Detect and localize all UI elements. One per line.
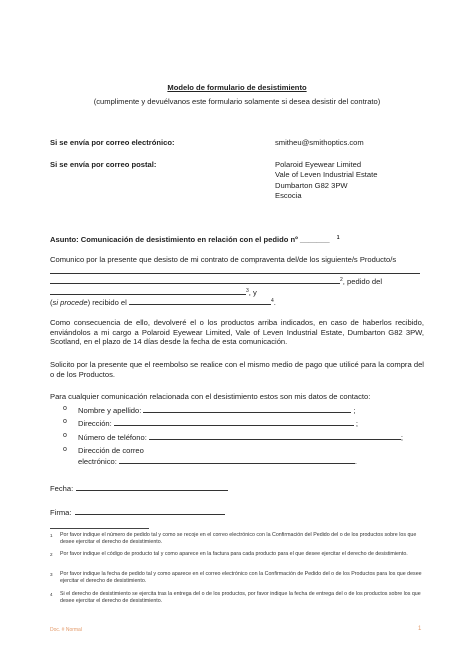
received-label: recibido el: [92, 298, 127, 307]
contact-phone-label: Número de teléfono:: [78, 433, 147, 442]
product-blank-line[interactable]: [50, 266, 420, 274]
footnote-3-text: Por favor indique la fecha de pedido tal y como aparece en el correo electrónico con la Confirmación de Pedido del o de los Productos para los que desee ejercitar el derecho de desistimiento.: [60, 571, 422, 584]
bullet-phone: o: [63, 432, 67, 439]
contact-email-label-1: Dirección de correo: [78, 446, 144, 455]
subject-footnote-ref: 1: [336, 235, 340, 241]
footnote-ref-3: 3: [246, 288, 249, 294]
footnote-4-text: Si el derecho de desistimiento se ejercita tras la entrega del o de los productos, por favor indique la fecha de entrega del o de los productos sobre los que desee ejercitar el derecho de desistimiento.: [60, 591, 421, 604]
paragraph-1-line-1-blank: [50, 266, 420, 277]
and-connector: , y: [248, 288, 257, 297]
contact-email-field[interactable]: [119, 456, 355, 464]
form-subtitle: (cumplimente y devuélvanos este formulario solamente si desea desistir del contrato): [93, 97, 381, 106]
order-date-blank-line[interactable]: [50, 287, 246, 295]
footnote-2-number: 2: [50, 552, 53, 557]
subject-line: [50, 234, 340, 245]
footnote-2-text: Por favor indique el código de producto tal y como aparece en la factura para cada producto para el que desee ejercitar el derecho de desistimiento.: [60, 551, 408, 557]
contact-name-row: Nombre y apellido: ;: [78, 406, 356, 415]
contact-phone-field[interactable]: [149, 432, 401, 440]
email-value: smitheu@smithoptics.com: [275, 138, 364, 147]
footnote-3-number: 3: [50, 572, 53, 577]
email-label: Si se envía por correo electrónico:: [50, 138, 175, 147]
footnote-separator: [50, 528, 149, 529]
post-label: Si se envía por correo postal:: [50, 160, 157, 169]
contact-name-field[interactable]: [143, 405, 351, 413]
fecha-field[interactable]: [76, 483, 228, 491]
footer-doc-label: Doc. # Normal: [50, 627, 82, 633]
form-title: Modelo de formulario de desistimiento: [167, 83, 307, 92]
paragraph-1-line-1: Comunico por la presente que desisto de mi contrato de compraventa del/de los siguiente/s Producto/s: [50, 255, 397, 264]
footnote-ref-2: 2: [340, 277, 343, 283]
contact-address-row: Dirección: ;: [78, 419, 358, 428]
firma-field[interactable]: [75, 507, 225, 515]
address-line-1: Polaroid Eyewear Limited: [275, 160, 362, 169]
received-date-blank-line[interactable]: [129, 297, 271, 305]
if-applicable-text: si procede: [52, 298, 88, 307]
firma-row: [50, 507, 225, 518]
address-line-3: Dumbarton G82 3PW: [275, 181, 348, 190]
footer-page-number: 1: [418, 626, 422, 632]
paragraph-1-line-4: (si procede) recibido el $^4$.: [50, 298, 276, 307]
paragraph-2: Como consecuencia de ello, devolveré el o los productos arriba indicados, en caso de haberlos recibido, enviándolos a mi cargo a Polaroid Eyewear Limited, Vale of Leven Industrial Estate, Dumbarton G82 3PW, Scotland, en el plazo de 14 días desde la fecha de esta comunicación.: [50, 318, 424, 346]
contact-phone-row: Número de teléfono: ;: [78, 433, 403, 442]
fecha-label: Fecha:: [50, 484, 74, 493]
contact-address-label: Dirección:: [78, 419, 112, 428]
bullet-email: o: [63, 446, 67, 453]
bullet-name: o: [63, 405, 67, 412]
contact-address-field[interactable]: [114, 418, 354, 426]
address-line-4: Escocia: [275, 191, 302, 200]
footnote-4-number: 4: [50, 592, 53, 597]
bullet-address: o: [63, 418, 67, 425]
footnote-1-number: 1: [50, 533, 53, 538]
paragraph-4: Para cualquier comunicación relacionada con el desistimiento estos son mis datos de contacto:: [50, 392, 371, 401]
order-date-label: , pedido del: [342, 277, 383, 286]
firma-label: Firma:: [50, 508, 72, 517]
contact-email-label-2: electrónico:: [78, 457, 117, 466]
fecha-row: [50, 483, 228, 494]
product-blank-line-2[interactable]: [50, 276, 340, 284]
address-line-2: Vale of Leven Industrial Estate: [275, 170, 378, 179]
contact-email-row: electrónico: .: [78, 457, 357, 466]
subject-text: Asunto: Comunicación de desistimiento en relación con el pedido nº _______: [50, 235, 330, 244]
footnote-ref-4: 4: [270, 298, 274, 304]
contact-name-label: Nombre y apellido:: [78, 406, 142, 415]
paragraph-1-line-3: [50, 287, 257, 298]
paragraph-1-line-2: [50, 276, 382, 287]
footnote-1-text: Por favor indique el número de pedido tal y como se recoje en el correo electrónico con la Confirmación del Pedido del o de los productos sobre los que desee ejercitar el derecho de desistimiento.: [60, 532, 417, 545]
paragraph-3: Solicito por la presente que el reembolso se realice con el mismo medio de pago que utilicé para la compra del o de los Productos.: [50, 360, 424, 379]
